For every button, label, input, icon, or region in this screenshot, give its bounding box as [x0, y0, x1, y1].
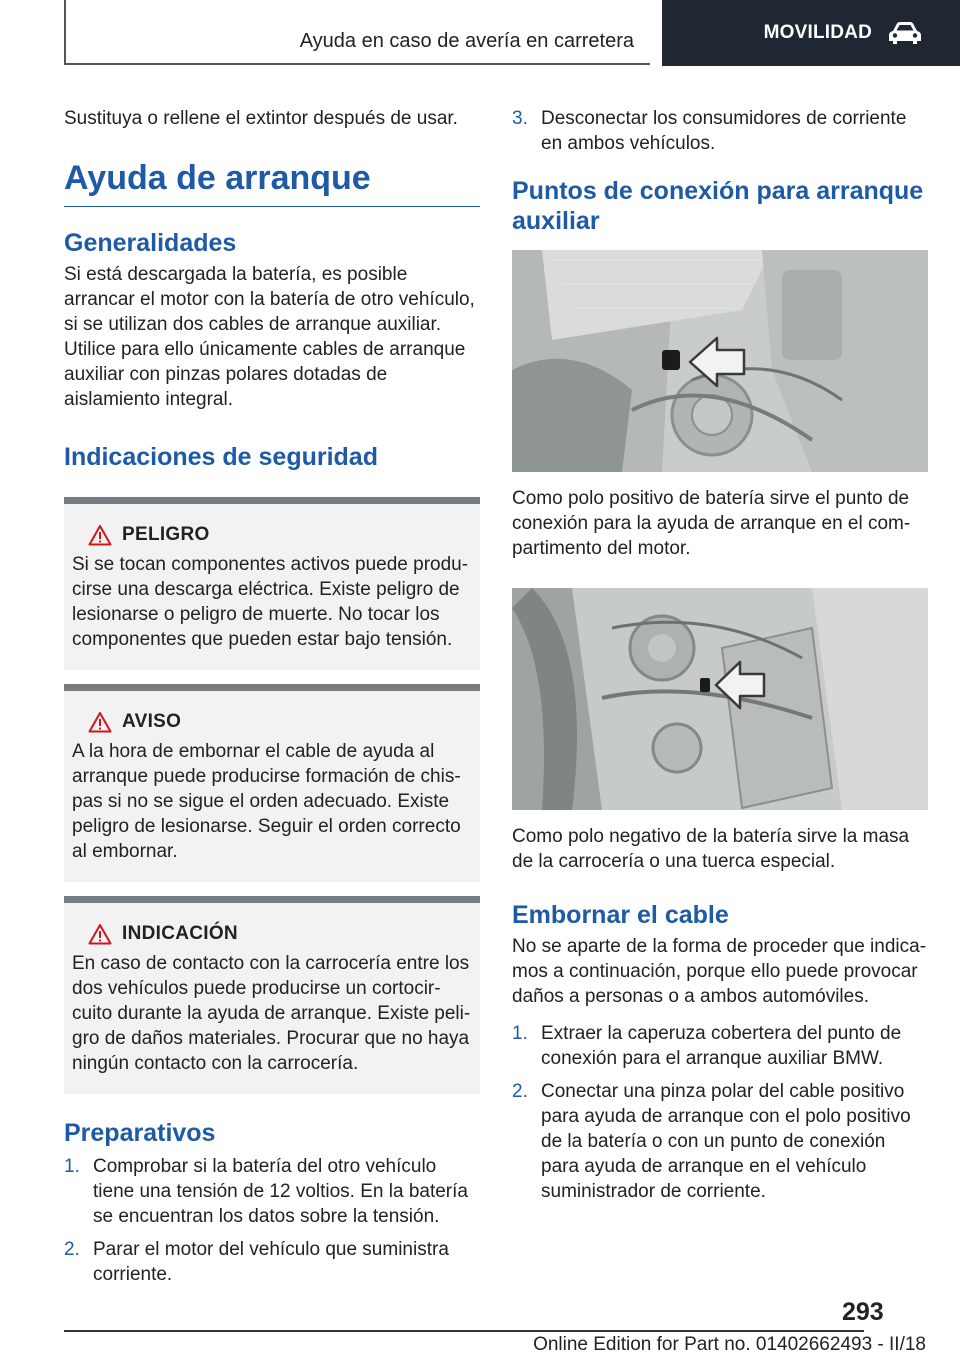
step-number: 2.: [512, 1081, 528, 1102]
engine-bay-negative-terminal-image: [512, 588, 928, 810]
step-number: 1.: [512, 1023, 528, 1044]
warning-triangle-icon: [88, 524, 112, 546]
extinguisher-note: Sustituya o rellene el extintor después de usar.: [64, 108, 458, 129]
chapter-tab-movilidad[interactable]: [662, 0, 960, 66]
step-text: Desconectar los consumidores de corriente en ambos vehículos.: [541, 108, 907, 154]
edition-note: Online Edition for Part no. 01402662493 - II/18: [533, 1334, 926, 1355]
step-text: Extraer la caperuza cobertera del punto de conexión para el arranque auxiliar BMW.: [541, 1023, 902, 1069]
connect-paragraph: No se aparte de la forma de proceder que indicamos a continuación, porque ello puede provocar daños a personas o a ambos automóviles.: [512, 936, 927, 1007]
caption-negative-terminal: Como polo negativo de la batería sirve la masa de la carrocería o una tuerca especial.: [512, 826, 910, 872]
engine-bay-illustration: [512, 250, 928, 472]
engine-bay-illustration: [512, 588, 928, 810]
section-title: Ayuda en caso de avería en carretera: [299, 30, 634, 52]
heading-indicaciones: Indicaciones de seguridad: [64, 443, 378, 471]
footer-rule: [64, 1330, 864, 1332]
prep-steps-continued: [512, 106, 928, 156]
left-column: [64, 100, 480, 1295]
warning-title: INDICACIÓN: [122, 923, 238, 944]
chapter-tab-label: MOVILIDAD: [763, 22, 872, 43]
heading-puntos-conexion: Puntos de conexión para arranque auxiliar: [512, 177, 924, 235]
header-bottom-rule: [64, 63, 650, 65]
caption-positive-terminal: Como polo positivo de batería sirve el punto de conexión para la ayuda de arranque en el compartimento del motor.: [512, 488, 911, 559]
list-item: [512, 1079, 928, 1204]
heading-embornar: Embornar el cable: [512, 901, 729, 929]
step-text: Conectar una pinza polar del cable positivo para ayuda de arranque con el polo positivo de la batería o con un punto de conexión para ayuda de arranque en el vehículo suministrador de corriente.: [541, 1081, 911, 1202]
chapter-heading: Ayuda de arranque: [64, 158, 480, 207]
step-number: 3.: [512, 108, 528, 129]
step-number: 1.: [64, 1156, 80, 1177]
warning-triangle-icon: [88, 923, 112, 945]
right-column: [512, 100, 928, 1212]
step-number: 2.: [64, 1239, 80, 1260]
warning-box-indicacion: [64, 896, 480, 1094]
page-number: 293: [842, 1298, 884, 1326]
step-text: Parar el motor del vehículo que suministra corriente.: [93, 1239, 449, 1285]
list-item: [64, 1237, 480, 1287]
warning-text: Si se tocan componentes activos puede producirse una descarga eléctrica. Existe peligro de lesionarse o peligro de muerte. No tocar los componentes que pueden estar bajo tensión.: [72, 554, 469, 650]
warning-text: A la hora de embornar el cable de ayuda al arranque puede producirse formación de chispas si no se sigue el orden adecuado. Existe peligro de lesionarse. Seguir el orden correcto al embornar.: [72, 741, 461, 862]
engine-bay-positive-terminal-image: [512, 250, 928, 472]
warning-triangle-icon: [88, 711, 112, 733]
warning-text: En caso de contacto con la carrocería entre los dos vehículos puede producirse un cortocircuito durante la ayuda de arranque. Existe peligro de daños materiales. Procurar que no haya ningún contacto con la carrocería.: [72, 953, 471, 1074]
list-item: [512, 106, 928, 156]
warning-box-aviso: [64, 684, 480, 882]
heading-preparativos: Preparativos: [64, 1119, 216, 1147]
step-text: Comprobar si la batería del otro vehículo tiene una tensión de 12 voltios. En la batería se encuentran los datos sobre la tensión.: [93, 1156, 468, 1227]
warning-box-peligro: [64, 497, 480, 670]
general-paragraph: Si está descargada la batería, es posible arrancar el motor con la batería de otro vehículo, si se utilizan dos cables de arranque auxiliar. Utilice para ello únicamente cables de arranque auxiliar con pinzas polares dotadas de aislamiento integral.: [64, 264, 475, 410]
list-item: [512, 1021, 928, 1071]
warning-title: PELIGRO: [122, 524, 210, 545]
car-icon: [886, 20, 924, 46]
header-left-rule: [64, 0, 66, 64]
prep-steps-list: [64, 1154, 480, 1287]
heading-generalidades: Generalidades: [64, 229, 237, 257]
list-item: [64, 1154, 480, 1229]
warning-title: AVISO: [122, 711, 182, 732]
connect-steps-list: [512, 1021, 928, 1204]
